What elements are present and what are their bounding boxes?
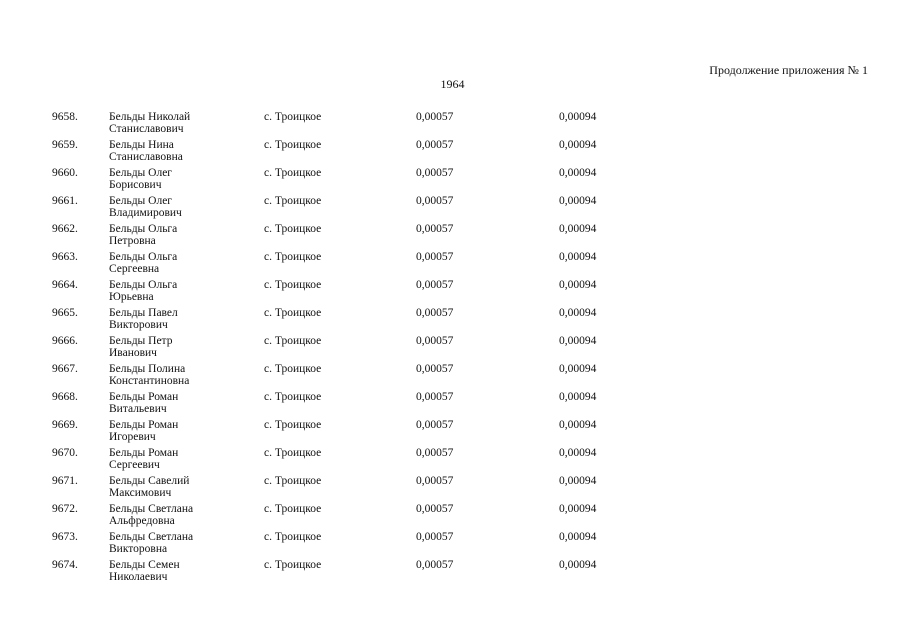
person-name <box>109 139 183 163</box>
share-value-2: 0,00094 <box>559 475 597 487</box>
person-name <box>109 251 177 275</box>
person-name <box>109 167 172 191</box>
row-number: 9665. <box>52 307 78 319</box>
row-number: 9666. <box>52 335 78 347</box>
person-name <box>109 363 189 387</box>
name-line-1: Бельды Олег <box>109 195 173 207</box>
name-line-2: Иванович <box>109 347 157 359</box>
locality: с. Троицкое <box>264 447 322 459</box>
person-name <box>109 335 172 359</box>
share-value-1: 0,00057 <box>416 139 454 151</box>
table-row <box>0 419 905 447</box>
table-row <box>0 223 905 251</box>
share-value-1: 0,00057 <box>416 363 454 375</box>
locality: с. Троицкое <box>264 335 322 347</box>
share-value-1: 0,00057 <box>416 195 454 207</box>
name-line-1: Бельды Петр <box>109 335 173 347</box>
share-value-2: 0,00094 <box>559 559 597 571</box>
row-number: 9668. <box>52 391 78 403</box>
row-number: 9674. <box>52 559 78 571</box>
share-value-2: 0,00094 <box>559 307 597 319</box>
row-number: 9673. <box>52 531 78 543</box>
name-line-2: Юрьевна <box>109 291 154 303</box>
table-row <box>0 139 905 167</box>
share-value-1: 0,00057 <box>416 167 454 179</box>
table-row <box>0 531 905 559</box>
name-line-2: Станиславович <box>109 123 184 135</box>
annex-header: Продолжение приложения № 1 <box>709 63 868 77</box>
row-number: 9659. <box>52 139 78 151</box>
name-line-1: Бельды Нина <box>109 139 174 151</box>
name-line-1: Бельды Ольга <box>109 251 178 263</box>
row-number: 9662. <box>52 223 78 235</box>
table-row <box>0 167 905 195</box>
row-number: 9671. <box>52 475 78 487</box>
person-name <box>109 447 178 471</box>
table-row <box>0 391 905 419</box>
share-value-1: 0,00057 <box>416 335 454 347</box>
page-number: 1964 <box>440 77 465 91</box>
locality: с. Троицкое <box>264 195 322 207</box>
records-table <box>0 111 905 587</box>
table-row <box>0 279 905 307</box>
share-value-2: 0,00094 <box>559 447 597 459</box>
locality: с. Троицкое <box>264 475 322 487</box>
table-row <box>0 363 905 391</box>
name-line-2: Альфредовна <box>109 515 175 527</box>
share-value-2: 0,00094 <box>559 195 597 207</box>
locality: с. Троицкое <box>264 251 322 263</box>
table-row <box>0 335 905 363</box>
locality: с. Троицкое <box>264 223 322 235</box>
name-line-1: Бельды Светлана <box>109 531 194 543</box>
table-row <box>0 475 905 503</box>
locality: с. Троицкое <box>264 139 322 151</box>
table-row <box>0 307 905 335</box>
person-name <box>109 279 177 303</box>
share-value-1: 0,00057 <box>416 251 454 263</box>
share-value-2: 0,00094 <box>559 167 597 179</box>
locality: с. Троицкое <box>264 531 322 543</box>
name-line-2: Викторович <box>109 319 168 331</box>
share-value-2: 0,00094 <box>559 531 597 543</box>
share-value-2: 0,00094 <box>559 363 597 375</box>
name-line-2: Петровна <box>109 235 156 247</box>
share-value-2: 0,00094 <box>559 251 597 263</box>
name-line-1: Бельды Ольга <box>109 223 178 235</box>
locality: с. Троицкое <box>264 111 322 123</box>
name-line-1: Бельды Савелий <box>109 475 190 487</box>
table-row <box>0 251 905 279</box>
locality: с. Троицкое <box>264 419 322 431</box>
locality: с. Троицкое <box>264 167 322 179</box>
table-row <box>0 503 905 531</box>
person-name <box>109 391 178 415</box>
share-value-2: 0,00094 <box>559 503 597 515</box>
name-line-2: Владимирович <box>109 207 182 219</box>
row-number: 9669. <box>52 419 78 431</box>
share-value-2: 0,00094 <box>559 391 597 403</box>
name-line-1: Бельды Павел <box>109 307 178 319</box>
locality: с. Троицкое <box>264 307 322 319</box>
name-line-2: Константиновна <box>109 375 190 387</box>
name-line-2: Игоревич <box>109 431 156 443</box>
person-name <box>109 111 190 135</box>
person-name <box>109 475 189 499</box>
row-number: 9664. <box>52 279 78 291</box>
row-number: 9670. <box>52 447 78 459</box>
share-value-1: 0,00057 <box>416 391 454 403</box>
person-name <box>109 531 193 555</box>
name-line-2: Витальевич <box>109 403 167 415</box>
name-line-1: Бельды Олег <box>109 167 173 179</box>
share-value-1: 0,00057 <box>416 447 454 459</box>
person-name <box>109 307 178 331</box>
row-number: 9660. <box>52 167 78 179</box>
person-name <box>109 195 182 219</box>
locality: с. Троицкое <box>264 363 322 375</box>
name-line-1: Бельды Ольга <box>109 279 178 291</box>
name-line-1: Бельды Светлана <box>109 503 194 515</box>
share-value-1: 0,00057 <box>416 279 454 291</box>
person-name <box>109 419 178 443</box>
person-name <box>109 559 180 583</box>
name-line-2: Максимович <box>109 487 172 499</box>
name-line-2: Николаевич <box>109 571 168 583</box>
share-value-1: 0,00057 <box>416 503 454 515</box>
share-value-1: 0,00057 <box>416 307 454 319</box>
name-line-1: Бельды Роман <box>109 447 179 459</box>
share-value-2: 0,00094 <box>559 223 597 235</box>
locality: с. Троицкое <box>264 559 322 571</box>
table-row <box>0 447 905 475</box>
row-number: 9667. <box>52 363 78 375</box>
locality: с. Троицкое <box>264 279 322 291</box>
locality: с. Троицкое <box>264 391 322 403</box>
table-row <box>0 559 905 587</box>
row-number: 9661. <box>52 195 78 207</box>
name-line-1: Бельды Николай <box>109 111 191 123</box>
name-line-2: Викторовна <box>109 543 168 555</box>
name-line-2: Сергеевна <box>109 263 160 275</box>
locality: с. Троицкое <box>264 503 322 515</box>
name-line-2: Борисович <box>109 179 162 191</box>
share-value-1: 0,00057 <box>416 559 454 571</box>
table-row <box>0 111 905 139</box>
share-value-1: 0,00057 <box>416 223 454 235</box>
name-line-2: Сергеевич <box>109 459 160 471</box>
name-line-1: Бельды Полина <box>109 363 186 375</box>
table-row <box>0 195 905 223</box>
row-number: 9663. <box>52 251 78 263</box>
person-name <box>109 223 177 247</box>
person-name <box>109 503 193 527</box>
share-value-2: 0,00094 <box>559 111 597 123</box>
name-line-1: Бельды Роман <box>109 391 179 403</box>
name-line-2: Станиславовна <box>109 151 183 163</box>
share-value-2: 0,00094 <box>559 335 597 347</box>
share-value-1: 0,00057 <box>416 419 454 431</box>
row-number: 9658. <box>52 111 78 123</box>
name-line-1: Бельды Роман <box>109 419 179 431</box>
share-value-1: 0,00057 <box>416 475 454 487</box>
share-value-1: 0,00057 <box>416 111 454 123</box>
share-value-2: 0,00094 <box>559 279 597 291</box>
share-value-2: 0,00094 <box>559 419 597 431</box>
share-value-1: 0,00057 <box>416 531 454 543</box>
row-number: 9672. <box>52 503 78 515</box>
name-line-1: Бельды Семен <box>109 559 180 571</box>
share-value-2: 0,00094 <box>559 139 597 151</box>
